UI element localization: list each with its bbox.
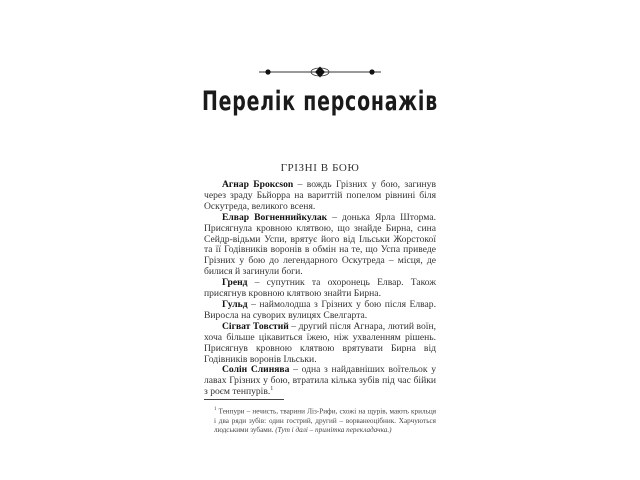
footnote-text: Тенпури – нечисть, тварини Ліз-Рифи, схожі на щурів, мають крильця і два ряди зубів: один гострий, другий – ворванеоцібник. Харчуються людськими зубами. — [214, 407, 436, 434]
character-list — [204, 180, 436, 398]
character-entry — [204, 213, 436, 278]
footnote-divider — [204, 399, 284, 400]
ornament-divider-icon — [257, 66, 383, 78]
character-name: Гренд — [222, 277, 248, 289]
footnote-mark: 1 — [214, 407, 217, 412]
section-heading: ГРІЗНІ В БОЮ — [280, 162, 360, 174]
character-name: Гульд — [222, 298, 248, 310]
footnote — [214, 405, 436, 435]
character-entry — [204, 278, 436, 300]
character-description: – другий після Агнара, лютий воїн, хоча більше цікавиться їжею, ніж ухваленням рішень. Присягнув кровною клятвою врятувати Бирна від Годівників воронів Ільськи. — [204, 320, 436, 365]
chapter-title: Перелік персонажів — [202, 86, 438, 117]
character-description: – одна з найдавніших воїтельок у лавах Грізних у бою, втратила кілька зубів під час бійки з роєм тенпурів. — [204, 364, 437, 398]
character-name: Агнар Броксson — [222, 179, 294, 190]
footnote-reference[interactable]: 1 — [270, 386, 274, 393]
character-name: Елвар Вогненнийкулак — [222, 211, 328, 223]
character-entry — [204, 322, 436, 366]
character-description: – наймолодша з Грізних у бою після Елвар. Виросла на суворих вулицях Свелгарта. — [204, 298, 436, 321]
character-entry — [204, 365, 436, 398]
character-name: Солін Слинява — [222, 364, 290, 376]
translator-note: (Тут і далі – примітка перекладачка.) — [275, 425, 392, 434]
character-description: – донька Ярла Штормa. Присягнула кровною клятвою, що знайде Бирна, сина Сейдр-відьми Успи, врятує його від Ільськи Жорстокої та її Годівників воронів в обмін на те, що Успа приведе Грізних у бою до легендарного Оскутреда – місця, де билися й загинули боги. — [204, 211, 436, 278]
character-description: – супутник та охоронець Елвар. Також присягнув кровною клятвою знайти Бирна. — [204, 277, 436, 300]
character-name: Сігват Товстий — [222, 320, 289, 332]
character-entry — [204, 300, 436, 322]
character-entry — [204, 180, 436, 213]
character-description: – вождь Грізних у бою, загинув через зраду Бьйорра на вариттій попелом рівнині біля Оскутреда, великого всеня. — [204, 179, 436, 212]
